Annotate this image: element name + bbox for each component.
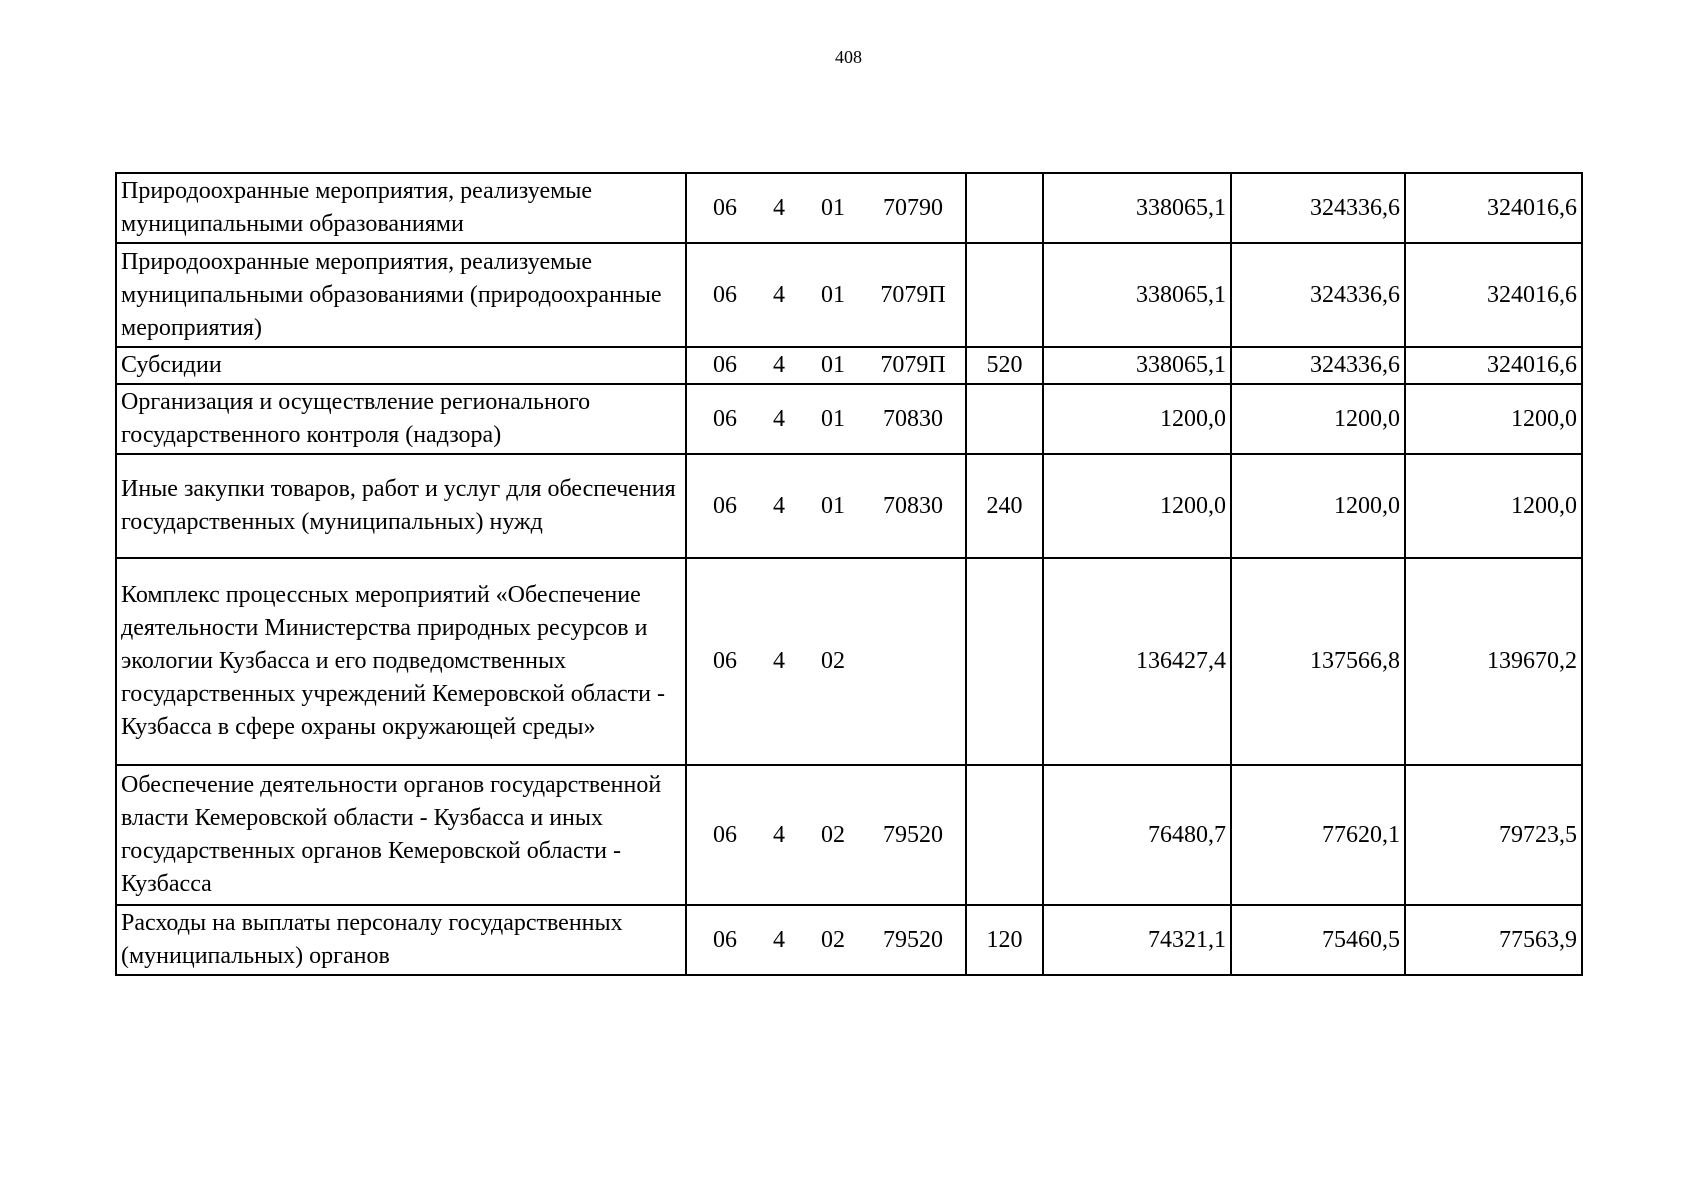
table-row	[116, 347, 1582, 384]
section-code: 06	[713, 405, 737, 432]
expense-type-cell	[966, 558, 1043, 765]
program-code: 4	[773, 648, 785, 674]
table-row	[116, 384, 1582, 454]
expense-type-cell: 240	[966, 454, 1043, 558]
table-row	[116, 243, 1582, 347]
amount-year-1-cell: 136427,4	[1043, 558, 1231, 765]
amount-year-1-cell: 1200,0	[1043, 384, 1231, 454]
item-name-cell: Природоохранные мероприятия, реализуемые муниципальными образованиями	[116, 173, 686, 243]
amount-year-3-cell: 77563,9	[1405, 905, 1582, 975]
item-name-cell: Расходы на выплаты персоналу государственных (муниципальных) органов	[116, 905, 686, 975]
amount-year-1-cell: 338065,1	[1043, 243, 1231, 347]
program-code: 4	[773, 821, 785, 848]
subprogram-code: 01	[821, 281, 845, 308]
section-code: 06	[713, 648, 737, 674]
direction-code: 79520	[883, 926, 943, 953]
direction-code: 7079П	[880, 352, 946, 378]
subprogram-code: 02	[821, 926, 845, 953]
amount-year-2-cell: 77620,1	[1231, 765, 1405, 905]
amount-year-1-cell: 76480,7	[1043, 765, 1231, 905]
table-row	[116, 765, 1582, 905]
section-code: 06	[713, 821, 737, 848]
table-row	[116, 454, 1582, 558]
section-code: 06	[713, 926, 737, 953]
item-name-cell: Комплекс процессных мероприятий «Обеспечение деятельности Министерства природных ресурсов и экологии Кузбасса и его подведомственных государственных учреждений Кемеровской области - Кузбасса в сфере охраны окружающей среды»	[116, 558, 686, 765]
amount-year-3-cell: 139670,2	[1405, 558, 1582, 765]
expense-type-cell	[966, 173, 1043, 243]
amount-year-3-cell: 324016,6	[1405, 347, 1582, 384]
direction-code: 70790	[883, 194, 943, 221]
item-name-cell: Природоохранные мероприятия, реализуемые муниципальными образованиями (природоохранные мероприятия)	[116, 243, 686, 347]
code-cell	[686, 454, 966, 558]
program-code: 4	[773, 405, 785, 432]
amount-year-1-cell: 338065,1	[1043, 173, 1231, 243]
section-code: 06	[713, 492, 737, 519]
subprogram-code: 01	[821, 352, 845, 378]
subprogram-code: 02	[821, 821, 845, 848]
amount-year-2-cell: 75460,5	[1231, 905, 1405, 975]
program-code: 4	[773, 281, 785, 308]
table-row	[116, 558, 1582, 765]
direction-code: 7079П	[880, 281, 946, 308]
code-cell	[686, 347, 966, 384]
code-cell	[686, 384, 966, 454]
amount-year-2-cell: 324336,6	[1231, 243, 1405, 347]
section-code: 06	[713, 281, 737, 308]
amount-year-2-cell: 1200,0	[1231, 454, 1405, 558]
amount-year-3-cell: 324016,6	[1405, 243, 1582, 347]
program-code: 4	[773, 352, 785, 378]
table-row	[116, 173, 1582, 243]
program-code: 4	[773, 194, 785, 221]
amount-year-1-cell: 74321,1	[1043, 905, 1231, 975]
page-number: 408	[835, 47, 862, 67]
amount-year-1-cell: 1200,0	[1043, 454, 1231, 558]
amount-year-2-cell: 324336,6	[1231, 347, 1405, 384]
code-cell	[686, 243, 966, 347]
direction-code: 79520	[883, 821, 943, 848]
expense-type-cell	[966, 243, 1043, 347]
amount-year-2-cell: 137566,8	[1231, 558, 1405, 765]
amount-year-3-cell: 324016,6	[1405, 173, 1582, 243]
amount-year-3-cell: 79723,5	[1405, 765, 1582, 905]
item-name-cell: Субсидии	[116, 347, 686, 384]
direction-code: 70830	[883, 405, 943, 432]
amount-year-2-cell: 1200,0	[1231, 384, 1405, 454]
program-code: 4	[773, 926, 785, 953]
direction-code: 70830	[883, 492, 943, 519]
expense-type-cell	[966, 384, 1043, 454]
code-cell	[686, 765, 966, 905]
expense-type-cell: 120	[966, 905, 1043, 975]
code-cell	[686, 558, 966, 765]
budget-table	[115, 172, 1583, 976]
amount-year-2-cell: 324336,6	[1231, 173, 1405, 243]
amount-year-3-cell: 1200,0	[1405, 384, 1582, 454]
item-name-cell: Обеспечение деятельности органов государственной власти Кемеровской области - Кузбасса и иных государственных органов Кемеровской области - Кузбасса	[116, 765, 686, 905]
program-code: 4	[773, 492, 785, 519]
item-name-cell: Организация и осуществление регионального государственного контроля (надзора)	[116, 384, 686, 454]
code-cell	[686, 173, 966, 243]
expense-type-cell: 520	[966, 347, 1043, 384]
section-code: 06	[713, 352, 737, 378]
subprogram-code: 01	[821, 405, 845, 432]
code-cell	[686, 905, 966, 975]
table-body	[116, 173, 1582, 975]
subprogram-code: 02	[821, 648, 845, 674]
section-code: 06	[713, 194, 737, 221]
amount-year-1-cell: 338065,1	[1043, 347, 1231, 384]
table-row	[116, 905, 1582, 975]
item-name-cell: Иные закупки товаров, работ и услуг для обеспечения государственных (муниципальных) нужд	[116, 454, 686, 558]
amount-year-3-cell: 1200,0	[1405, 454, 1582, 558]
subprogram-code: 01	[821, 492, 845, 519]
subprogram-code: 01	[821, 194, 845, 221]
expense-type-cell	[966, 765, 1043, 905]
